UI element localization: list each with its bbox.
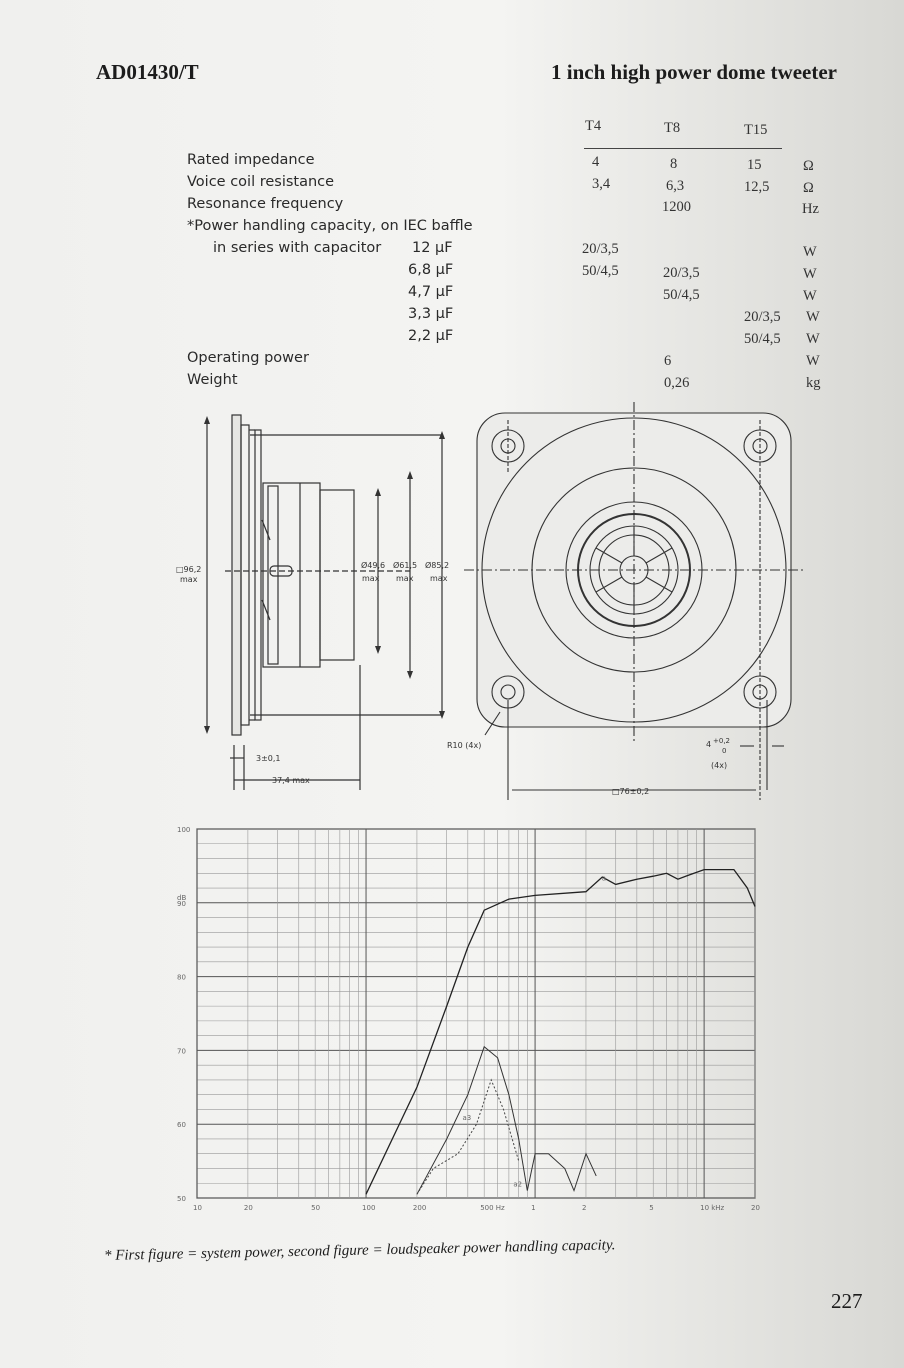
diameter-1-max: max	[362, 574, 380, 583]
x-tick-label: 200	[412, 1204, 427, 1212]
capacitor-value: 2,2 µF	[408, 328, 454, 344]
diameter-2-max: max	[396, 574, 414, 583]
spec-unit: kg	[806, 375, 821, 391]
spec-unit: W	[803, 266, 817, 282]
column-header-t4: T4	[585, 118, 602, 134]
height-max-label: max	[180, 575, 198, 584]
spec-unit: W	[806, 309, 820, 325]
series-label-a3: a3	[462, 1114, 472, 1123]
spec-value-t4: 20/3,5	[582, 241, 619, 257]
spec-value-t4: 3,4	[592, 176, 611, 192]
spec-unit: W	[806, 331, 820, 347]
hole-tolerance-zero: 0	[722, 747, 727, 755]
y-tick-label: 50	[177, 1195, 186, 1203]
y-axis-ticks	[177, 826, 190, 1203]
spec-unit: W	[803, 288, 817, 304]
column-header-t15: T15	[744, 122, 768, 138]
y-axis-label: dB	[177, 894, 187, 902]
footnote: * First figure = system power, second figure = loudspeaker power handling capacity.	[103, 1237, 616, 1264]
series-label-a2: a2	[513, 1180, 523, 1189]
diameter-1-label: Ø49,6	[361, 561, 386, 570]
x-tick-label: 20	[243, 1204, 253, 1212]
spec-unit: Hz	[802, 201, 819, 217]
x-tick-label: 50	[311, 1204, 321, 1212]
chart-grid	[197, 829, 755, 1198]
spec-value-t4: 50/4,5	[582, 263, 619, 279]
hole-label: 4	[706, 740, 712, 749]
y-tick-label: 80	[177, 973, 186, 982]
spec-value-t8: 1200	[662, 199, 691, 215]
y-tick-label: 70	[177, 1047, 186, 1056]
x-tick-label: 1	[531, 1204, 536, 1212]
spec-value-t8: 8	[670, 156, 678, 172]
y-tick-label: 90	[177, 899, 186, 908]
x-tick-label: 100	[362, 1204, 376, 1212]
x-tick-label: 20	[751, 1204, 760, 1212]
y-tick-label: 100	[177, 826, 191, 834]
product-title: 1 inch high power dome tweeter	[551, 60, 837, 84]
x-axis-ticks	[193, 1204, 760, 1212]
spec-value-t15: 12,5	[744, 179, 770, 195]
spec-value-t15: 20/3,5	[744, 309, 781, 325]
y-tick-label: 60	[177, 1121, 186, 1130]
spec-label: Weight	[187, 372, 238, 388]
diameter-2-label: Ø61,5	[393, 561, 418, 570]
diameter-3-label: Ø85,2	[425, 561, 450, 570]
flange-label: 3±0,1	[256, 754, 281, 763]
height-label: □96,2	[176, 565, 202, 574]
x-tick-label: 10 kHz	[700, 1204, 725, 1212]
depth-label: 37,4 max	[272, 776, 310, 785]
spec-unit: Ω	[803, 158, 814, 174]
spec-label: Rated impedance	[187, 152, 315, 168]
spec-value-t8: 6	[664, 353, 672, 369]
capacitor-value: 3,3 µF	[408, 306, 454, 322]
page-number: 227	[831, 1289, 863, 1313]
chart-frame	[197, 829, 755, 1198]
spec-value-t8: 50/4,5	[663, 287, 700, 303]
spec-value-t15: 15	[747, 157, 762, 173]
spec-label: Resonance frequency	[187, 196, 344, 212]
series-label-a: a	[601, 874, 607, 883]
x-tick-label: 500 Hz	[480, 1204, 505, 1212]
spec-value-t4: 4	[592, 154, 600, 170]
diameter-3-max: max	[430, 574, 448, 583]
spec-label: Voice coil resistance	[187, 174, 335, 190]
spec-label: *Power handling capacity, on IEC baffle	[187, 218, 473, 234]
x-tick-label: 10	[193, 1204, 202, 1212]
spec-value-t8: 20/3,5	[663, 265, 700, 281]
capacitor-value: 12 µF	[412, 240, 453, 256]
spec-value-t8: 6,3	[666, 178, 685, 194]
pitch-label: □76±0,2	[612, 787, 650, 796]
spec-unit: Ω	[803, 180, 814, 196]
spec-value-t15: 50/4,5	[744, 331, 781, 347]
hole-count-label: (4x)	[711, 761, 728, 770]
spec-label: Operating power	[187, 350, 309, 366]
x-tick-label: 2	[581, 1204, 587, 1212]
column-header-t8: T8	[664, 120, 681, 136]
spec-label: in series with capacitor	[213, 240, 382, 256]
capacitor-value: 4,7 µF	[408, 284, 454, 300]
spec-value-t8: 0,26	[664, 375, 690, 391]
hole-tolerance-plus: +0,2	[713, 737, 730, 745]
x-tick-label: 5	[649, 1204, 654, 1212]
spec-unit: W	[803, 244, 817, 260]
capacitor-value: 6,8 µF	[408, 262, 454, 278]
model-number: AD01430/T	[96, 60, 199, 84]
radius-label: R10 (4x)	[447, 741, 482, 750]
spec-unit: W	[806, 353, 820, 369]
